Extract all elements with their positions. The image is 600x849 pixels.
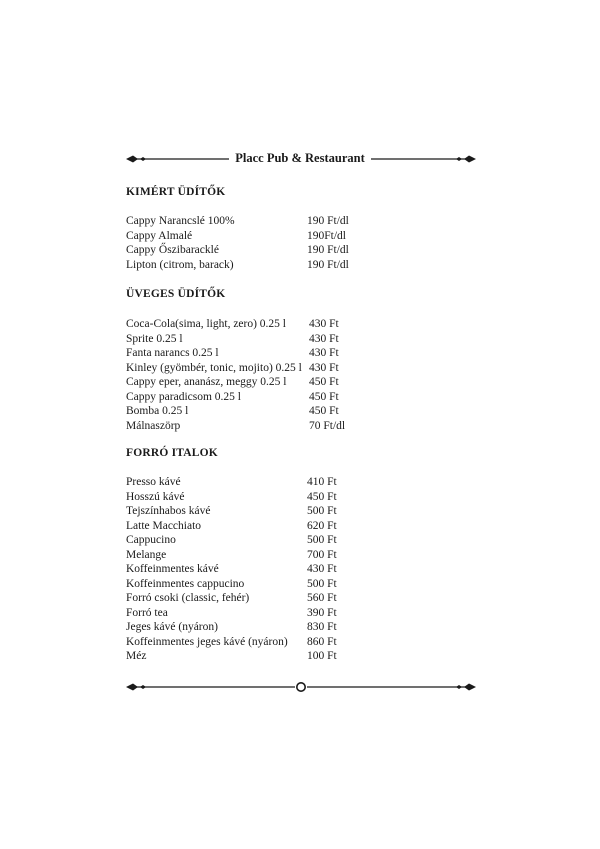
menu-item-name: Tejszínhabos kávé xyxy=(126,505,211,517)
menu-item-price: 700 Ft xyxy=(307,548,337,561)
menu-item-name: Koffeinmentes jeges kávé (nyáron) xyxy=(126,635,288,648)
menu-item-price: 100 Ft xyxy=(307,650,337,662)
menu-list-uveges xyxy=(126,317,426,433)
menu-item-name: Kinley (gyömbér, tonic, mojito) 0.25 l xyxy=(126,361,302,374)
section-title-forro: FORRÓ ITALOK xyxy=(126,447,218,459)
menu-item-name: Cappy paradicsom 0.25 l xyxy=(126,390,241,403)
menu-item xyxy=(126,214,426,229)
menu-item xyxy=(126,375,426,390)
menu-item-price: 450 Ft xyxy=(309,390,339,403)
menu-item xyxy=(126,258,426,273)
menu-item-price: 430 Ft xyxy=(309,318,339,330)
menu-item-price: 500 Ft xyxy=(307,505,337,517)
menu-item xyxy=(126,591,426,606)
menu-item xyxy=(126,404,426,419)
menu-item-price: 450 Ft xyxy=(309,405,339,417)
menu-list-kimert xyxy=(126,214,426,272)
menu-item xyxy=(126,635,426,650)
menu-item-price: 190Ft/dl xyxy=(307,229,346,242)
menu-item-price: 500 Ft xyxy=(307,577,337,590)
menu-item xyxy=(126,361,426,376)
section-title-kimert: KIMÉRT ÜDÍTŐK xyxy=(126,186,226,198)
menu-item-price: 500 Ft xyxy=(307,534,337,546)
menu-item-price: 190 Ft/dl xyxy=(307,258,349,271)
menu-item-name: Lipton (citrom, barack) xyxy=(126,258,234,271)
menu-item-price: 830 Ft xyxy=(307,621,337,633)
menu-item-name: Melange xyxy=(126,548,167,561)
menu-item xyxy=(126,475,426,490)
menu-item-name: Coca-Cola(sima, light, zero) 0.25 l xyxy=(126,318,287,330)
menu-item-price: 190 Ft/dl xyxy=(307,244,349,256)
menu-item-name: Bomba 0.25 l xyxy=(126,405,189,417)
menu-item xyxy=(126,346,426,361)
menu-item xyxy=(126,548,426,563)
menu-item-name: Sprite 0.25 l xyxy=(126,332,183,345)
menu-item xyxy=(126,649,426,664)
bottom-ornament-divider xyxy=(126,681,476,693)
menu-item-name: Hosszú kávé xyxy=(126,490,185,503)
menu-item xyxy=(126,620,426,635)
page-title xyxy=(0,151,600,166)
menu-item-price: 390 Ft xyxy=(307,606,337,619)
menu-item xyxy=(126,606,426,621)
menu-item xyxy=(126,332,426,347)
menu-item-name: Presso kávé xyxy=(126,476,181,488)
menu-item-name: Cappy Almalé xyxy=(126,229,193,242)
menu-item xyxy=(126,533,426,548)
menu-item-price: 560 Ft xyxy=(307,592,337,604)
menu-item xyxy=(126,317,426,332)
menu-item-name: Cappy eper, ananász, meggy 0.25 l xyxy=(126,376,287,388)
menu-item-price: 430 Ft xyxy=(309,332,339,345)
menu-item-price: 410 Ft xyxy=(307,476,337,488)
menu-item-price: 620 Ft xyxy=(307,519,337,532)
menu-item xyxy=(126,490,426,505)
menu-item-price: 430 Ft xyxy=(309,347,339,359)
menu-item-name: Fanta narancs 0.25 l xyxy=(126,347,219,359)
menu-item xyxy=(126,243,426,258)
menu-item xyxy=(126,419,426,434)
page-title-text: Placc Pub & Restaurant xyxy=(229,151,371,165)
menu-item-price: 430 Ft xyxy=(309,361,339,374)
menu-item xyxy=(126,577,426,592)
menu-item-name: Forró csoki (classic, fehér) xyxy=(126,592,250,604)
menu-item-name: Cappy Narancslé 100% xyxy=(126,215,235,227)
menu-item xyxy=(126,504,426,519)
menu-item-name: Málnaszörp xyxy=(126,419,181,432)
menu-item xyxy=(126,390,426,405)
menu-item-name: Forró tea xyxy=(126,606,168,619)
menu-item-price: 430 Ft xyxy=(307,563,337,575)
menu-item-name: Méz xyxy=(126,650,147,662)
section-title-uveges: ÜVEGES ÜDÍTŐK xyxy=(126,288,226,300)
menu-item-price: 450 Ft xyxy=(309,376,339,388)
menu-item xyxy=(126,229,426,244)
menu-list-forro xyxy=(126,475,426,664)
menu-item-name: Koffeinmentes cappucino xyxy=(126,577,245,590)
menu-item-price: 190 Ft/dl xyxy=(307,215,349,227)
menu-item-price: 450 Ft xyxy=(307,490,337,503)
menu-item xyxy=(126,519,426,534)
menu-item-price: 860 Ft xyxy=(307,635,337,648)
menu-item-name: Koffeinmentes kávé xyxy=(126,563,219,575)
menu-item xyxy=(126,562,426,577)
menu-item-name: Jeges kávé (nyáron) xyxy=(126,621,218,633)
menu-item-price: 70 Ft/dl xyxy=(309,419,346,432)
menu-item-name: Cappy Őszibaracklé xyxy=(126,244,219,256)
menu-item-name: Latte Macchiato xyxy=(126,519,202,532)
menu-item-name: Cappucino xyxy=(126,534,176,546)
